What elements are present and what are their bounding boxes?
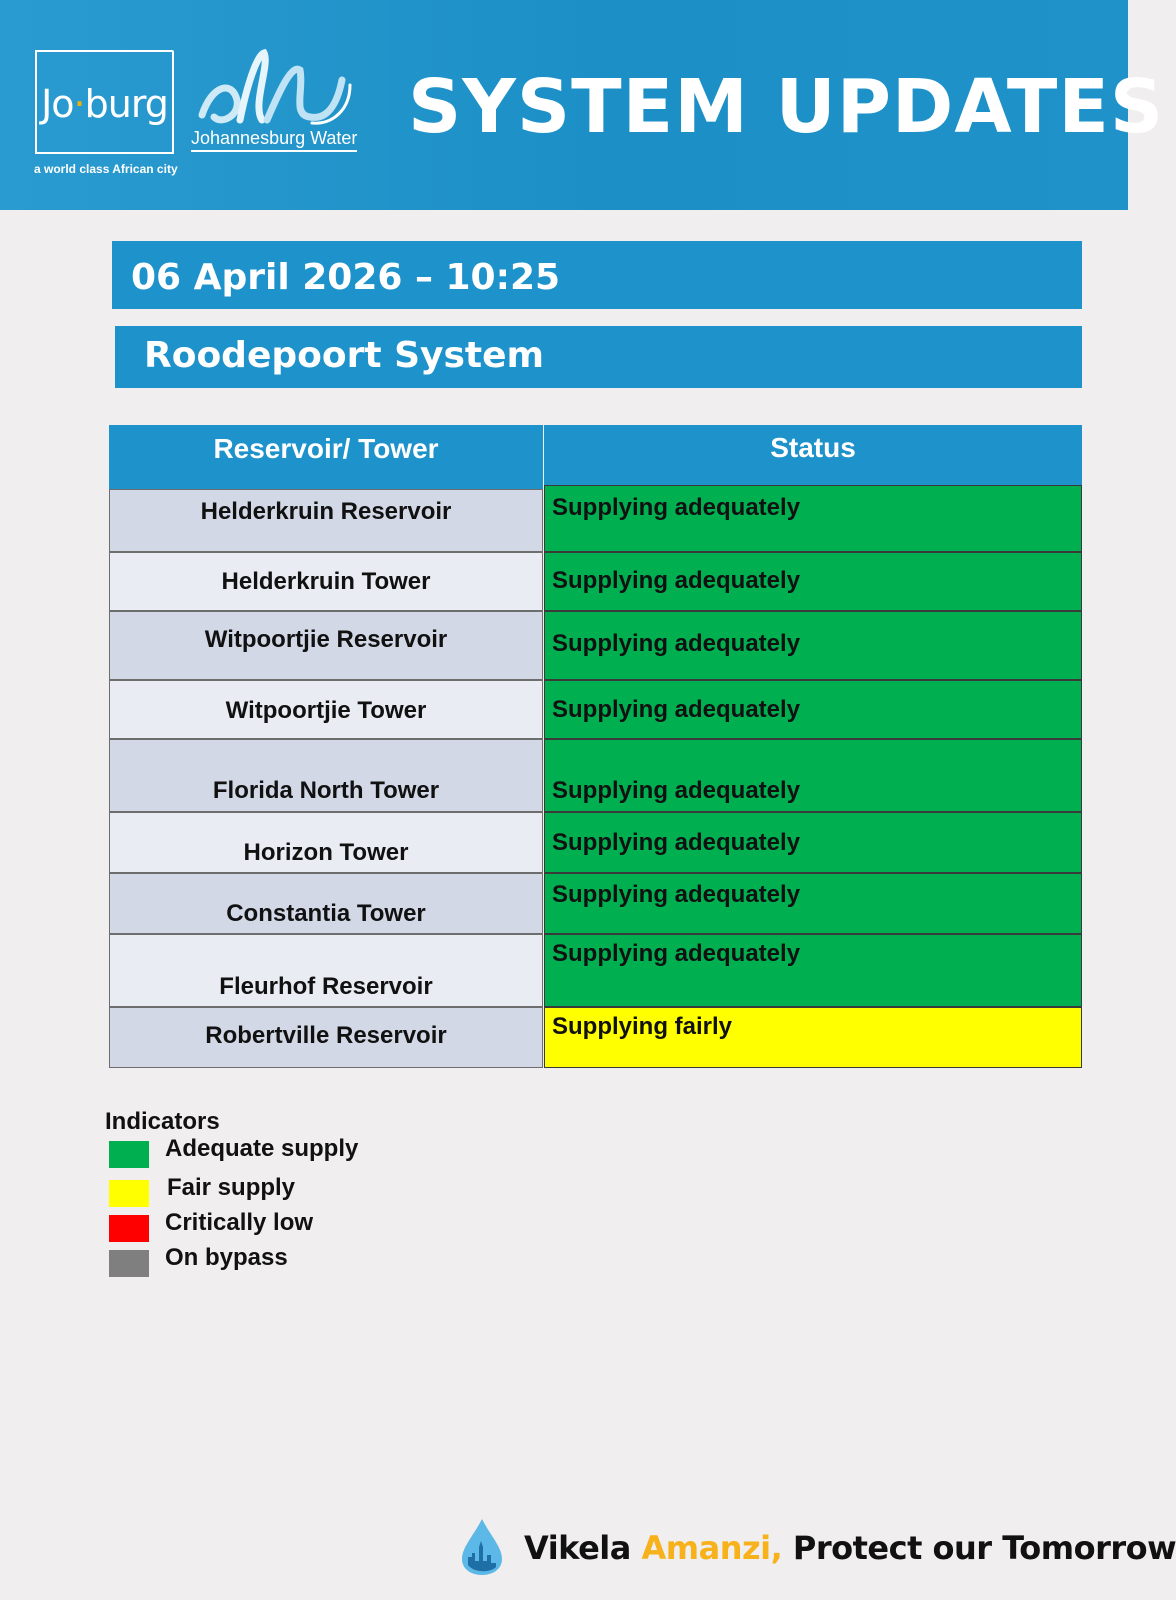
header-banner xyxy=(0,0,1165,210)
status-text: Supplying adequately xyxy=(552,696,801,723)
legend-label: Fair supply xyxy=(167,1174,296,1201)
status-text: Supplying adequately xyxy=(552,777,801,804)
reservoir-name: Helderkruin Tower xyxy=(221,568,431,595)
footer-slogan xyxy=(524,1529,1176,1567)
reservoir-name-cell xyxy=(109,611,543,680)
indicators-title: Indicators xyxy=(105,1108,220,1135)
status-cell xyxy=(544,552,1082,611)
reservoir-name: Horizon Tower xyxy=(243,839,409,866)
status-text: Supplying fairly xyxy=(552,1013,733,1040)
date-bar xyxy=(112,241,1082,309)
status-text: Supplying adequately xyxy=(552,494,801,521)
reservoir-name: Helderkruin Reservoir xyxy=(200,498,452,525)
joburg-tagline: a world class African city xyxy=(34,162,178,176)
table-row xyxy=(109,739,1082,812)
status-text: Supplying adequately xyxy=(552,630,801,657)
column-header-status: Status xyxy=(544,425,1082,485)
status-text: Supplying adequately xyxy=(552,829,801,856)
reservoir-name-cell xyxy=(109,552,543,611)
status-cell xyxy=(544,1007,1082,1068)
reservoir-name: Robertville Reservoir xyxy=(205,1022,447,1049)
slogan-highlight: Amanzi, xyxy=(641,1529,783,1567)
legend-label: Critically low xyxy=(165,1209,314,1236)
table-row xyxy=(109,934,1082,1007)
reservoir-name: Witpoortjie Tower xyxy=(225,697,427,724)
status-cell xyxy=(544,873,1082,934)
page-title: SYSTEM UPDATES xyxy=(408,64,1165,150)
slogan-part2: Protect our Tomorrow xyxy=(782,1529,1176,1567)
reservoir-name-cell xyxy=(109,934,543,1007)
column-header-reservoir: Reservoir/ Tower xyxy=(109,425,543,489)
reservoir-name: Constantia Tower xyxy=(226,900,426,927)
legend-swatch-green xyxy=(109,1141,149,1168)
reservoir-name: Witpoortjie Reservoir xyxy=(204,626,448,653)
joburg-logo-text: Jo·burg xyxy=(41,82,168,126)
table-row xyxy=(109,873,1082,934)
table-row xyxy=(109,1007,1082,1068)
footer-slogan-block xyxy=(460,1517,1176,1577)
system-bar xyxy=(115,326,1082,388)
water-drop-city-icon xyxy=(460,1517,504,1577)
slogan-part1: Vikela xyxy=(524,1529,642,1567)
status-text: Supplying adequately xyxy=(552,567,801,594)
status-cell xyxy=(544,485,1082,552)
status-text: Supplying adequately xyxy=(552,881,801,908)
reservoir-name-cell xyxy=(109,680,543,739)
status-cell xyxy=(544,812,1082,873)
status-cell xyxy=(544,680,1082,739)
reservoir-name-cell xyxy=(109,873,543,934)
legend-swatch-grey xyxy=(109,1250,149,1277)
system-name: Roodepoort System xyxy=(144,335,545,376)
legend-label: On bypass xyxy=(165,1244,288,1271)
reservoir-name: Fleurhof Reservoir xyxy=(219,973,433,1000)
date-time: 06 April 2026 – 10:25 xyxy=(131,257,561,298)
reservoir-name-cell xyxy=(109,489,543,552)
table-row xyxy=(109,680,1082,739)
reservoir-name-cell xyxy=(109,1007,543,1068)
status-cell xyxy=(544,739,1082,812)
legend-label: Adequate supply xyxy=(165,1135,359,1162)
reservoir-name: Florida North Tower xyxy=(212,777,440,804)
table-row xyxy=(109,812,1082,873)
table-row xyxy=(109,552,1082,611)
joburg-logo xyxy=(35,50,174,154)
status-cell xyxy=(544,611,1082,680)
table-row xyxy=(109,611,1082,680)
reservoir-name-cell xyxy=(109,739,543,812)
reservoir-name-cell xyxy=(109,812,543,873)
table-row xyxy=(109,489,1082,552)
johannesburg-water-text: Johannesburg Water xyxy=(191,128,357,152)
legend-swatch-yellow xyxy=(109,1180,149,1207)
legend-swatch-red xyxy=(109,1215,149,1242)
status-text: Supplying adequately xyxy=(552,940,801,967)
status-cell xyxy=(544,934,1082,1007)
